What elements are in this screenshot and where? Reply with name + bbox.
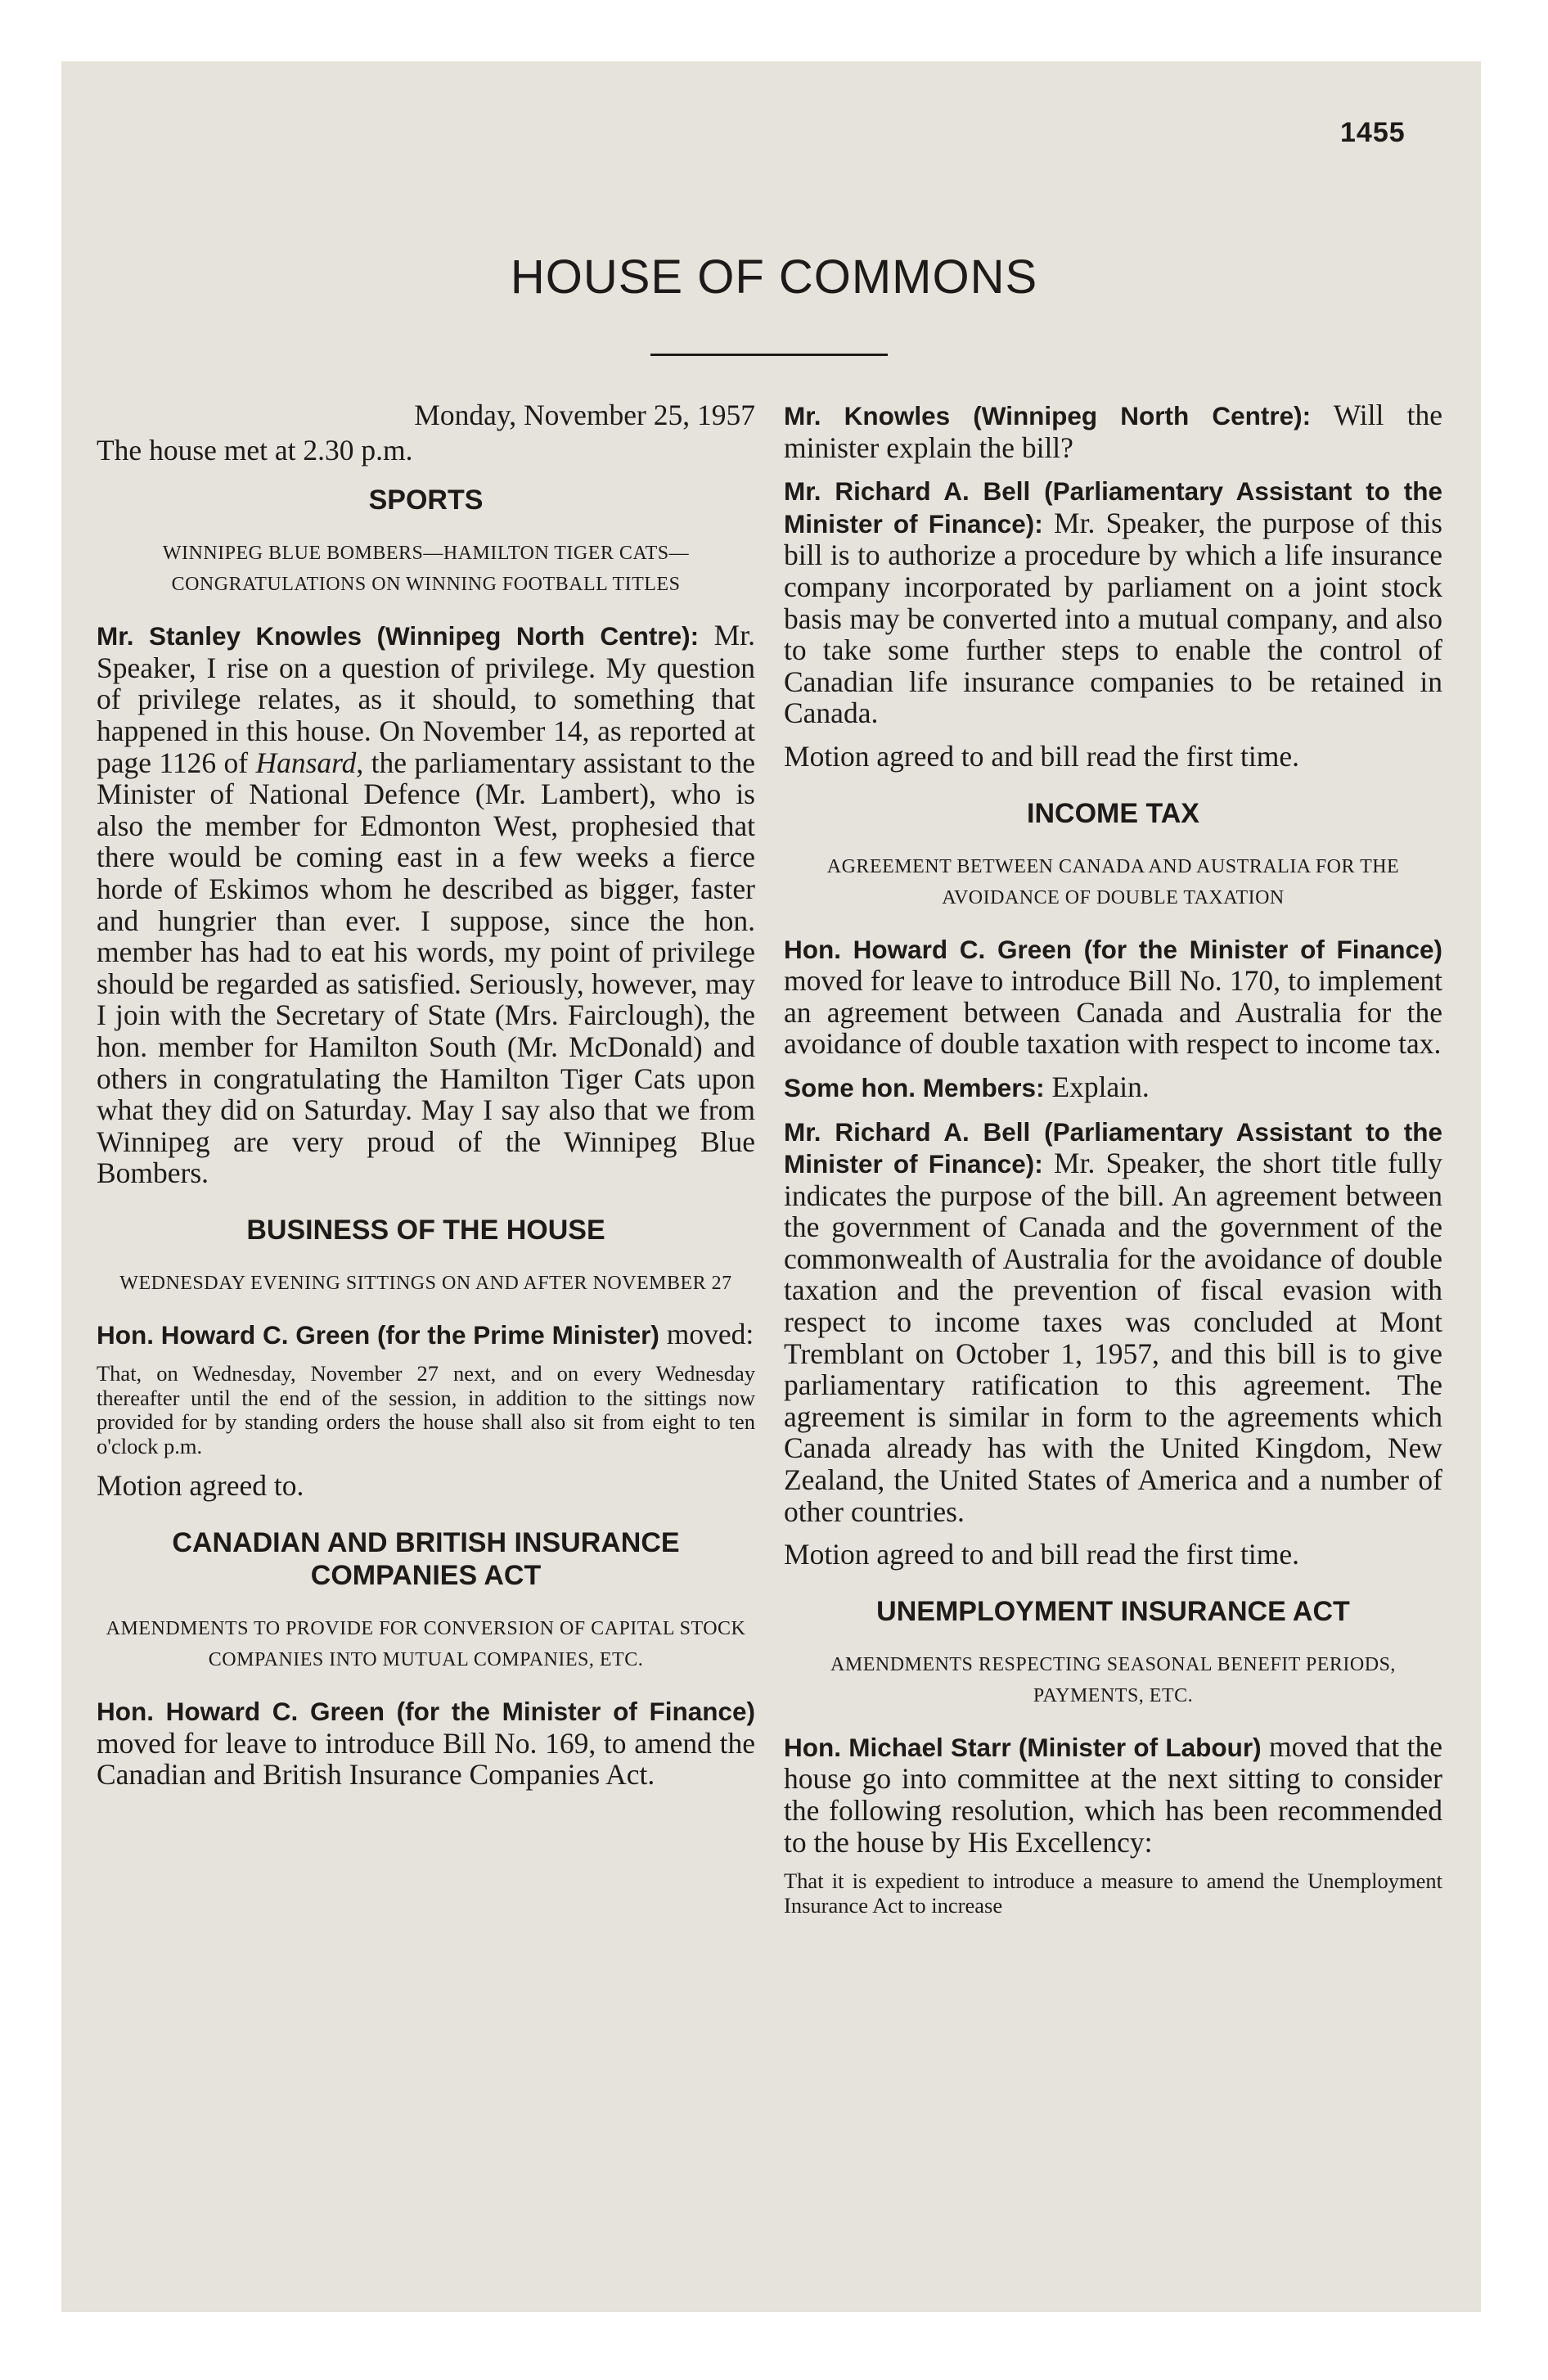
speaker-name: Mr. Richard A. Bell (Parliamentary Assistant to the Minister of Finance):: [784, 1116, 1442, 1179]
section-title-sports: SPORTS: [368, 485, 484, 516]
speaker-name: Mr. Richard A. Bell (Parliamentary Assistant to the Minister of Finance):: [784, 476, 1442, 539]
section-title-income-tax: INCOME TAX: [1027, 797, 1199, 829]
speech-knowles: [97, 620, 755, 1189]
speaker-name: Hon. Michael Starr (Minister of Labour): [784, 1732, 1262, 1762]
subhead-unemployment: AMENDMENTS RESPECTING SEASONAL BENEFIT PERIODS, PAYMENTS, ETC.: [830, 1653, 1396, 1706]
sitting-met: The house met at 2.30 p.m.: [97, 433, 413, 467]
page-title: HOUSE OF COMMONS: [510, 250, 1038, 304]
speech-starr: [784, 1731, 1442, 1858]
speaker-name: Hon. Howard C. Green (for the Prime Minister): [97, 1319, 659, 1350]
speech-green-1: [97, 1318, 755, 1351]
speech-text: Mr. Speaker, I rise on a question of privilege. My question of privilege relates, as it should, to something that happened in this house. On November 14, as reported at page 1126 of: [97, 619, 755, 779]
speaker-name: Some hon. Members:: [784, 1072, 1045, 1102]
speech-text: moved for leave to introduce Bill No. 170, to implement an agreement between Canada and Australia for the avoidance of double taxation with respect to income tax.: [784, 964, 1442, 1061]
title-rule: [650, 354, 888, 356]
subhead-income-tax: AGREEMENT BETWEEN CANADA AND AUSTRALIA FOR THE AVOIDANCE OF DOUBLE TAXATION: [826, 855, 1400, 908]
speech-text: Mr. Speaker, the purpose of this bill is to authorize a procedure by which a life insurance company incorporated by parliament on a joint stock basis may be converted into a mutual company, and also to take some further steps to enable the control of Canadian life insurance companies to be retained in Canada.: [784, 506, 1442, 730]
motion-first-reading-2: Motion agreed to and bill read the first time.: [784, 1538, 1299, 1571]
speech-text: moved for leave to introduce Bill No. 169, to amend the Canadian and British Insurance Companies Act.: [97, 1726, 755, 1792]
motion-first-reading-1: Motion agreed to and bill read the first time.: [784, 739, 1299, 773]
speech-text: moved that the house go into committee at the next sitting to consider the following resolution, which has been recommended to the house by His Excellency:: [784, 1729, 1442, 1859]
speech-text: moved:: [659, 1317, 754, 1350]
section-title-insurance: CANADIAN AND BRITISH INSURANCE COMPANIES ACT: [172, 1527, 680, 1592]
left-column: [97, 399, 755, 1802]
speech-green-2: [97, 1695, 755, 1791]
speech-knowles-question: [784, 399, 1442, 463]
motion-agreed: Motion agreed to.: [97, 1469, 304, 1503]
right-column: [784, 399, 1442, 1929]
resolution-quote: That it is expedient to introduce a measure to amend the Unemployment Insurance Act to increase: [784, 1868, 1442, 1918]
speaker-name: Hon. Howard C. Green (for the Minister of Finance): [784, 934, 1442, 964]
speech-text: , the parliamentary assistant to the Minister of National Defence (Mr. Lambert), who is also the member for Edmonton West, prophesied that there would be coming east in a few weeks a fierce horde of Eskimos whom he described as bigger, faster and hungrier than ever. I suppose, since the hon. member has had to eat his words, my point of privilege should be regarded as satisfied. Seriously, however, may I join with the Secretary of State (Mrs. Fairclough), the hon. member for Hamilton South (Mr. McDonald) and others in congratulating the Hamilton Tiger Cats upon what they did on Saturday. May I say also that we from Winnipeg are very proud of the Winnipeg Blue Bombers.: [97, 746, 755, 1190]
speaker-name: Hon. Howard C. Green (for the Minister of Finance): [97, 1697, 755, 1727]
speech-text: Mr. Speaker, the short title fully indicates the purpose of the bill. An agreement between the government of Canada and the government of the commonwealth of Australia for the avoidance of double taxation and the prevention of fiscal evasion with respect to income taxes was concluded at Mont Tremblant on October 1, 1957, and this bill is to give parliamentary ratification to this agreement. The agreement is similar in form to the agreements which Canada already has with the United Kingdom, New Zealand, the United States of America and a number of other countries.: [784, 1147, 1442, 1528]
page-number: 1455: [1340, 117, 1406, 148]
speech-italic: Hansard: [255, 746, 357, 779]
speech-members: [784, 1071, 1442, 1104]
section-title-unemployment: UNEMPLOYMENT INSURANCE ACT: [876, 1595, 1350, 1627]
speech-text: Explain.: [1044, 1070, 1150, 1103]
speaker-name: Mr. Stanley Knowles (Winnipeg North Centre):: [97, 621, 700, 651]
sitting-date: Monday, November 25, 1957: [414, 399, 755, 431]
speech-green-3: [784, 933, 1442, 1060]
section-title-business: BUSINESS OF THE HOUSE: [246, 1214, 605, 1246]
motion-quote: That, on Wednesday, November 27 next, and on every Wednesday thereafter until the end of the session, in addition to the sittings now provided for by standing orders the house shall also sit from eight to ten o'clock p.m.: [97, 1361, 755, 1458]
speech-text: Will the minister explain the bill?: [784, 399, 1442, 464]
speech-bell-2: [784, 1116, 1442, 1528]
subhead-business: WEDNESDAY EVENING SITTINGS ON AND AFTER NOVEMBER 27: [119, 1272, 732, 1294]
speech-bell-1: [784, 475, 1442, 729]
speaker-name: Mr. Knowles (Winnipeg North Centre):: [784, 401, 1312, 430]
subhead-insurance: AMENDMENTS TO PROVIDE FOR CONVERSION OF CAPITAL STOCK COMPANIES INTO MUTUAL COMPANIES, ETC.: [106, 1618, 746, 1671]
subhead-sports: WINNIPEG BLUE BOMBERS—HAMILTON TIGER CATS—CONGRATULATIONS ON WINNING FOOTBALL TITLES: [162, 543, 690, 596]
